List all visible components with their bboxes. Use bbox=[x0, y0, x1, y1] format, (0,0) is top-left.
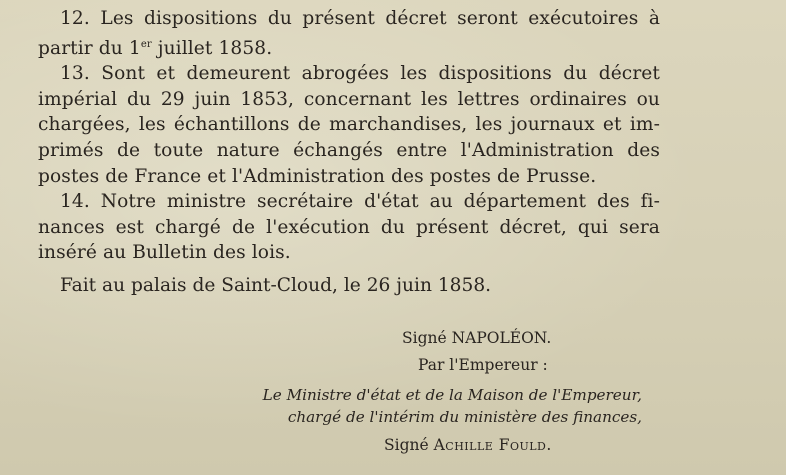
article-14-text-1: Notre ministre secrétaire d'état au département des fi- bbox=[100, 191, 660, 213]
article-13-number: 13. bbox=[60, 63, 90, 85]
article-12-line-1 bbox=[38, 6, 660, 32]
signature-minister-prefix: Signé bbox=[384, 436, 429, 454]
article-12-line-2 bbox=[38, 32, 660, 62]
signature-emperor-prefix: Signé bbox=[402, 329, 447, 347]
article-13-line-2: impérial du 29 juin 1853, concernant les lettres ordinaires ou bbox=[38, 88, 660, 110]
article-13-text-1: Sont et demeurent abrogées les dispositions du décret bbox=[101, 63, 660, 85]
minister-title bbox=[252, 384, 642, 428]
article-13-line-4: primés de toute nature échangés entre l'Administration des bbox=[38, 139, 660, 161]
article-14 bbox=[38, 189, 660, 266]
fait-au-palais: Fait au palais de Saint-Cloud, le 26 juin 1858. bbox=[60, 275, 492, 296]
article-12-text-2: partir du 1er juillet 1858. bbox=[38, 37, 273, 59]
article-14-number: 14. bbox=[60, 191, 90, 213]
par-l-empereur: Par l'Empereur : bbox=[418, 356, 548, 374]
decree-body bbox=[38, 6, 660, 266]
signature-minister-name: Achille Fould. bbox=[433, 436, 552, 454]
signature-emperor bbox=[402, 329, 551, 347]
signature-emperor-name: NAPOLÉON. bbox=[451, 329, 552, 347]
signature-minister bbox=[384, 436, 552, 454]
article-13-line-1 bbox=[38, 61, 660, 87]
article-12 bbox=[38, 6, 660, 61]
article-13-line-3: chargées, les échantillons de marchandises, les journaux et im- bbox=[38, 114, 660, 136]
article-12-text-1: Les dispositions du présent décret seront exécutoires à bbox=[100, 8, 661, 29]
article-13-line-5: postes de France et l'Administration des postes de Prusse. bbox=[38, 165, 597, 187]
article-14-line-2: nances est chargé de l'exécution du présent décret, qui sera bbox=[38, 216, 660, 238]
article-14-line-1 bbox=[38, 189, 660, 215]
article-13 bbox=[38, 61, 660, 189]
article-14-line-3: inséré au Bulletin des lois. bbox=[38, 242, 291, 264]
article-12-number: 12. bbox=[60, 8, 90, 29]
minister-title-line-2: chargé de l'intérim du ministère des finances, bbox=[287, 408, 642, 426]
minister-title-line-1: Le Ministre d'état et de la Maison de l'Empereur, bbox=[262, 386, 642, 404]
